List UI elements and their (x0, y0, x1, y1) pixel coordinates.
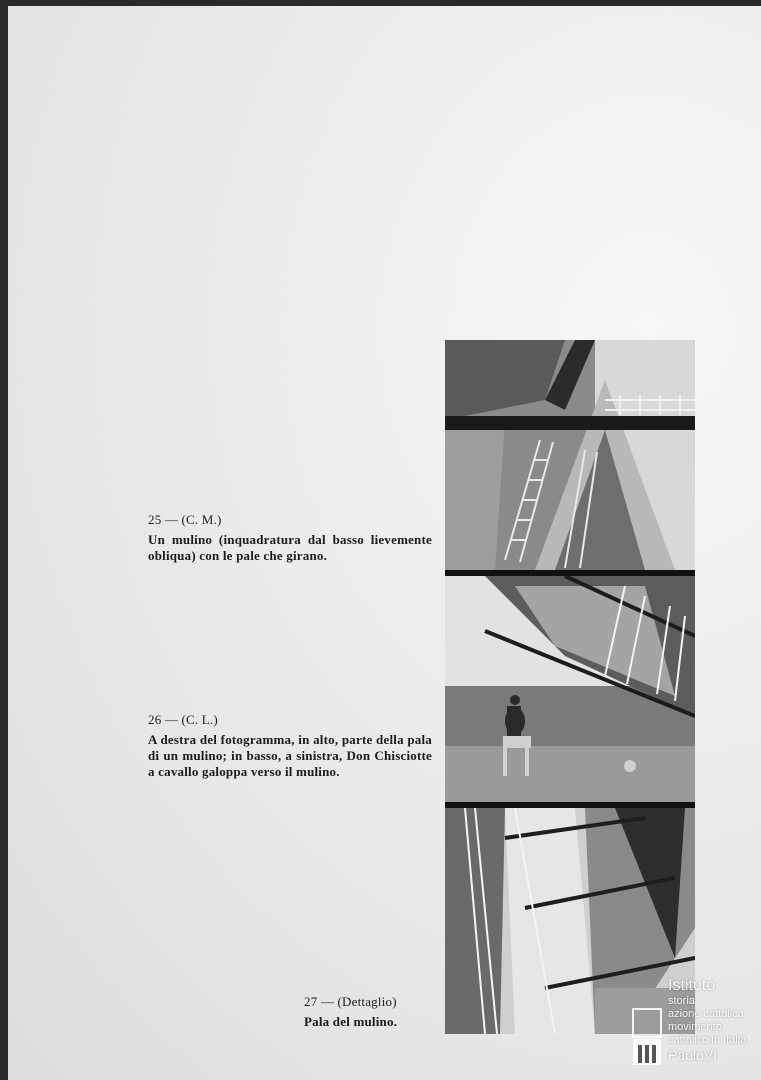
film-frame-don-chisciotte-rider (445, 576, 695, 802)
film-strip (445, 340, 695, 1034)
film-frame-windmill-low-angle (445, 340, 695, 570)
caption-text: A destra del fotogramma, in alto, parte della pala di un mulino; in basso, a sinistra, Don Chisciotte a cavallo galoppa verso il mulino. (148, 732, 432, 779)
archive-logo-icon (632, 1005, 662, 1067)
watermark-line: azione cattolica (668, 1008, 744, 1020)
book-page (8, 6, 761, 1080)
caption-26 (148, 712, 432, 780)
caption-25 (148, 512, 432, 564)
caption-text: Un mulino (inquadratura dal basso lievemente obliqua) con le pale che girano. (148, 532, 432, 563)
watermark-line: Istituto (668, 977, 716, 994)
watermark-line: movimento (668, 1021, 722, 1033)
caption-number: 27 — (Dettaglio) (304, 994, 397, 1009)
watermark-line: storia (668, 995, 695, 1007)
caption-27 (304, 994, 434, 1030)
archive-watermark (630, 975, 760, 1075)
caption-number: 26 — (C. L.) (148, 712, 218, 727)
watermark-line: PaoloVI (668, 1047, 718, 1063)
watermark-line: cattolico in Italia (668, 1034, 747, 1046)
caption-number: 25 — (C. M.) (148, 512, 222, 527)
caption-text: Pala del mulino. (304, 1014, 398, 1029)
